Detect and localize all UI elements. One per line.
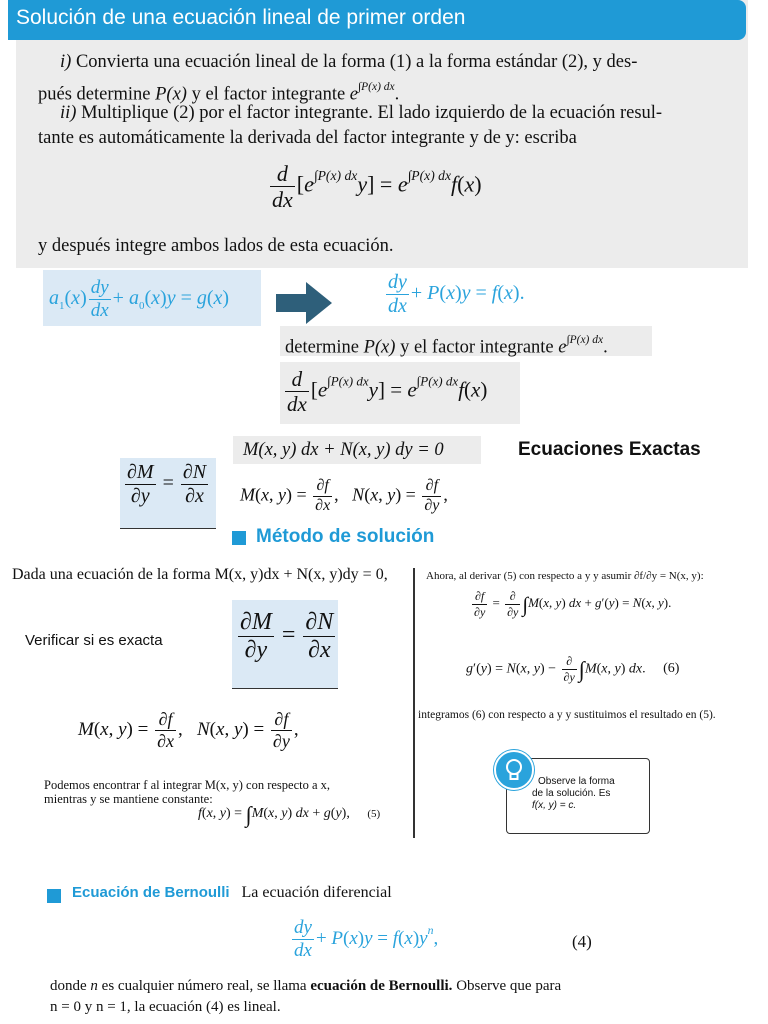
general-linear-eq: $a_1(x)$ $\frac{dy}{dx}$ + $a_0(x)y = g(x)$ <box>43 270 261 326</box>
derive-note: Ahora, al derivar (5) con respecto a y y asumir ∂f/∂y = N(x, y): <box>426 570 704 582</box>
exact-eq-box: M(x, y) dx + N(x, y) dy = 0 <box>233 436 481 464</box>
method-given: Dada una ecuación de la forma M(x, y)dx + N(x, y)dy = 0, <box>12 566 388 583</box>
bernoulli-heading: Ecuación de Bernoulli La ecuación diferencial <box>72 884 392 901</box>
step-i-line1: i) Convierta una ecuación lineal de la forma (1) a la forma estándar (2), y des- <box>60 52 638 72</box>
column-divider <box>413 568 415 838</box>
formula-derivative-mid: $\frac{d}{dx}$ $[e^{\int P(x) dx}y] = e^{\int P(x) dx}f(x)$ <box>287 367 488 417</box>
mn-partials-top: M(x, y) = $\frac{\partial f}{\partial x}$ , N(x, y) = $\frac{\partial f}{\partial y}$ , <box>240 477 448 514</box>
bernoulli-body: donde n es cualquier número real, se llama ecuación de Bernoulli. Observe que para n = 0 y n = 1, la ecuación (4) es lineal. <box>50 978 562 1015</box>
eq5: f(x, y) = ∫M(x, y) dx + g(y), (5) <box>198 801 381 827</box>
bernoulli-eq: $\frac{dy}{dx}$ + $P(x)y = f(x)y^n$, <box>294 917 439 961</box>
tip-text: Observe la forma de la solución. Es f(x, y) = c. <box>532 776 615 811</box>
mn-partials: M(x, y) = $\frac{\partial f}{\partial x}$ , N(x, y) = $\frac{\partial f}{\partial y}$ , <box>78 709 299 751</box>
determine-text: determine P(x) y el factor integrante $e^{\int P(x) dx}$. <box>285 334 608 358</box>
verify-label: Verificar si es exacta <box>25 632 163 649</box>
step-ii-line1: ii) Multiplique (2) por el factor integrante. El lado izquierdo de la ecuación resul- <box>60 103 663 123</box>
step-after: y después integre ambos lados de esta ecuación. <box>38 236 394 256</box>
eq4-label: (4) <box>572 932 592 951</box>
derive-eq: $\frac{\partial f}{\partial y}$ = $\frac{\partial}{\partial y}$ ∫M(x, y) dx + g′(y) = N(x, y). <box>474 589 672 619</box>
arrow-right-icon <box>276 282 332 324</box>
integrate-note: Podemos encontrar f al integrar M(x, y) con respecto a x, mientras y se mantiene constante: <box>44 778 331 806</box>
eq6: g′(y) = N(x, y) − $\frac{\partial}{\partial y}$ ∫M(x, y) dx. (6) <box>466 654 680 684</box>
page-title: Solución de una ecuación lineal de primer orden <box>16 6 466 29</box>
section-marker-icon <box>47 889 61 903</box>
standard-form-eq: $\frac{dy}{dx}$ + P(x)y = f(x). <box>388 271 525 317</box>
method-title: Método de solución <box>256 526 435 547</box>
exact-title: Ecuaciones Exactas <box>518 439 701 460</box>
step-ii-line2: tante es automáticamente la derivada del factor integrante y de y: escriba <box>38 128 577 148</box>
section-marker-icon <box>232 531 246 545</box>
exactness-condition: $\frac{\partial M}{\partial y}$ = $\frac{\partial N}{\partial x}$ <box>240 609 334 664</box>
exactness-condition-top: $\frac{\partial M}{\partial y}$ = $\frac{\partial N}{\partial x}$ <box>127 461 207 507</box>
integrate6-note: integramos (6) con respecto a y y sustituimos el resultado en (5). <box>418 709 716 721</box>
step-i-line2: pués determine P(x) y el factor integrante $e^{\int P(x) dx}$. <box>38 81 400 105</box>
lightbulb-icon <box>494 750 534 790</box>
formula-derivative-top: $\frac{d}{dx}$ $[e^{\int P(x) dx}y] = e^{\int P(x) dx}f(x)$ <box>272 161 482 213</box>
